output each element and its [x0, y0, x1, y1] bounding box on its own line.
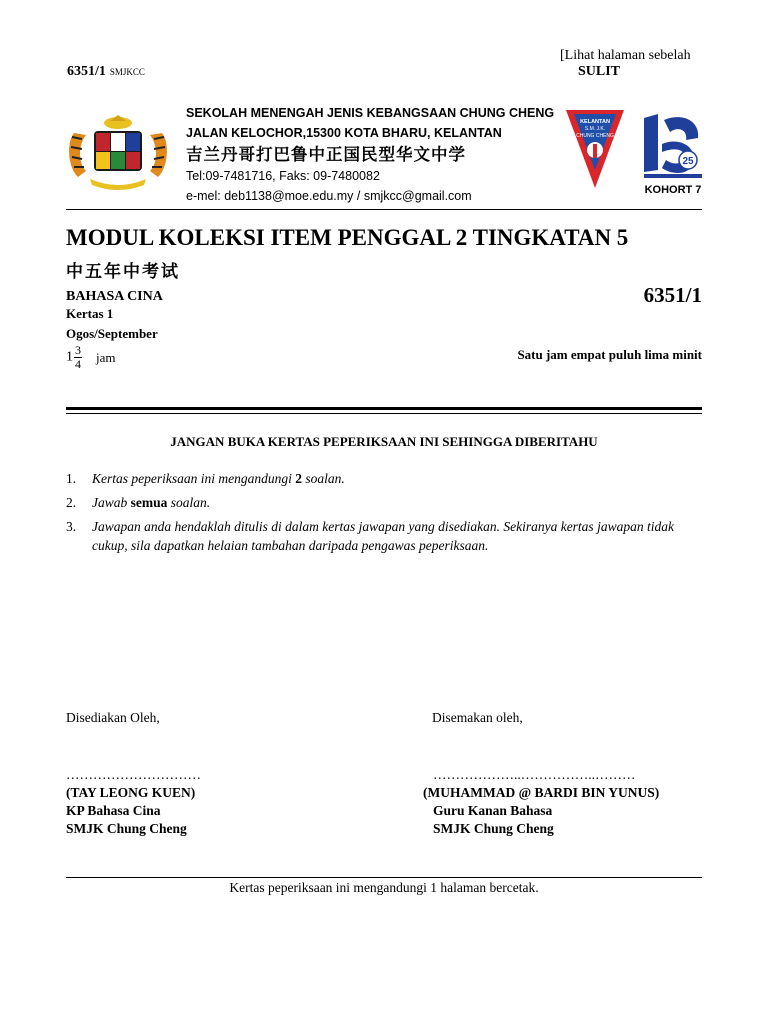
see-next-page-note: [Lihat halaman sebelah [560, 48, 691, 63]
kohort-label: KOHORT 7 [644, 184, 702, 196]
preparer-name: (TAY LEONG KUEN) [66, 785, 196, 800]
instructions-list [66, 469, 706, 560]
duration-fraction [74, 344, 82, 371]
logo-text-smjk: S.M. J.K. [584, 126, 606, 132]
header-code-suffix: SMJKCC [109, 67, 145, 77]
section-divider-thin [66, 413, 702, 414]
instruction-text-bold: 2 [295, 471, 302, 486]
instruction-item [66, 469, 706, 488]
instruction-number: 1. [66, 471, 77, 486]
preparer-school: SMJK Chung Cheng [66, 821, 187, 836]
school-name: SEKOLAH MENENGAH JENIS KEBANGSAAN CHUNG CHENG [186, 106, 555, 120]
subject-name: BAHASA CINA [66, 289, 163, 304]
instruction-text-post: soalan. [301, 471, 345, 486]
school-address: JALAN KELOCHOR,15300 KOTA BHARU, KELANTAN [186, 125, 502, 140]
footer-divider [66, 877, 702, 878]
duration-denominator: 4 [75, 357, 81, 371]
duration-text: Satu jam empat puluh lima minit [517, 347, 702, 362]
instruction-item [66, 517, 706, 555]
preparer-signature-block [66, 766, 201, 838]
checker-signature-block [423, 766, 659, 838]
instruction-number: 3. [66, 519, 77, 534]
classification-label: SULIT [578, 64, 621, 79]
instruction-text-bold: semua [130, 495, 168, 510]
duration [66, 344, 116, 376]
instruction-text-pre: Jawab [92, 495, 131, 510]
school-email: e-mel: deb1138@moe.edu.my / smjkcc@gmail.com [186, 188, 472, 203]
signature-line: ………………………… [66, 767, 201, 782]
exam-title-chinese: 中五年中考试 [66, 262, 180, 281]
duration-numerator: 3 [75, 343, 81, 357]
exam-title: MODUL KOLEKSI ITEM PENGGAL 2 TINGKATAN 5 [66, 225, 629, 250]
instruction-text [92, 517, 706, 555]
paper-code: 6351/1 [643, 283, 702, 307]
instruction-text [92, 493, 706, 512]
logo-text-kelantan: KELANTAN [580, 119, 610, 125]
kohort-number: 25 [682, 156, 694, 167]
instruction-number: 2. [66, 495, 77, 510]
malaysia-coat-of-arms-icon [64, 113, 172, 193]
checker-role: Guru Kanan Bahasa [433, 803, 553, 818]
logo-text-chung-cheng: CHUNG CHENG [576, 133, 614, 139]
instruction-text-pre: Kertas peperiksaan ini mengandungi [92, 471, 296, 486]
section-divider-thick [66, 407, 702, 410]
checker-school: SMJK Chung Cheng [433, 821, 554, 836]
kohort-logo-icon [640, 110, 706, 196]
instruction-text-post: soalan. [167, 495, 211, 510]
page-footer: Kertas peperiksaan ini mengandungi 1 halaman bercetak. [229, 880, 539, 895]
instruction-item [66, 493, 706, 512]
signature-line: ………………..……………..……… [433, 767, 636, 782]
exam-warning: JANGAN BUKA KERTAS PEPERIKSAAN INI SEHINGGA DIBERITAHU [170, 434, 598, 449]
duration-unit: jam [96, 349, 116, 365]
prepared-by-label: Disediakan Oleh, [66, 710, 160, 725]
checker-name: (MUHAMMAD @ BARDI BIN YUNUS) [423, 785, 660, 800]
duration-whole: 1 [66, 349, 73, 365]
header-paper-code [67, 64, 145, 80]
header-code-text: 6351/1 [67, 64, 106, 79]
school-contact: Tel:09-7481716, Faks: 09-7480082 [186, 169, 380, 183]
preparer-role: KP Bahasa Cina [66, 803, 161, 818]
instruction-text [92, 469, 706, 488]
paper-number: Kertas 1 [66, 306, 114, 321]
school-info [186, 104, 554, 206]
header-divider [66, 209, 702, 210]
school-name-chinese: 吉兰丹哥打巴鲁中正国民型华文中学 [186, 146, 466, 164]
instruction-text-pre: Jawapan anda hendaklah ditulis di dalam kertas jawapan yang disediakan. Sekiranya kertas jawapan tidak cukup, sila dapatkan helaian tambahan daripada pengawas peperiksaan. [92, 519, 674, 553]
school-v-logo-icon [564, 108, 626, 190]
checked-by-label: Disemakan oleh, [432, 710, 523, 725]
exam-month: Ogos/September [66, 326, 158, 341]
